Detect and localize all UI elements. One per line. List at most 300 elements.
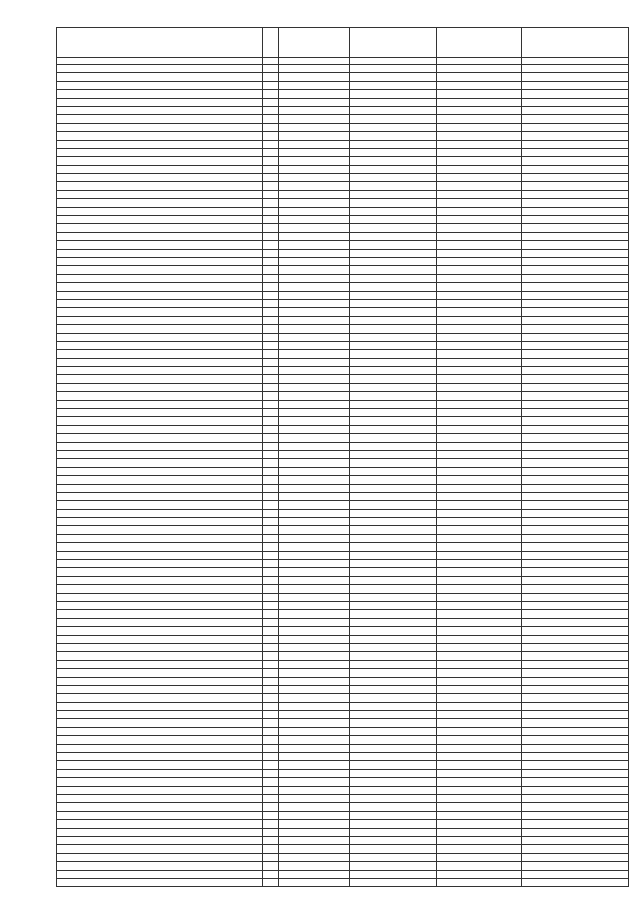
row-approved-amount-cell <box>350 132 437 140</box>
table-row <box>57 73 629 81</box>
row-line-code-cell <box>263 207 279 215</box>
row-executed-amount-cell <box>437 409 522 417</box>
row-approved-amount-cell <box>350 778 437 786</box>
row-line-code-cell <box>263 635 279 643</box>
row-line-code-cell <box>263 610 279 618</box>
row-approved-amount-cell <box>350 585 437 593</box>
table-row <box>57 870 629 878</box>
row-unexecuted-amount-cell <box>522 836 629 844</box>
row-executed-amount-cell <box>437 836 522 844</box>
row-approved-amount-cell <box>350 702 437 710</box>
row-executed-amount-cell <box>437 727 522 735</box>
row-line-code-cell <box>263 182 279 190</box>
row-budget-code-cell <box>279 803 350 811</box>
row-unexecuted-amount-cell <box>522 878 629 886</box>
row-name-cell <box>57 299 263 307</box>
row-approved-amount-cell <box>350 878 437 886</box>
row-approved-amount-cell <box>350 316 437 324</box>
row-line-code-cell <box>263 652 279 660</box>
row-unexecuted-amount-cell <box>522 618 629 626</box>
row-line-code-cell <box>263 585 279 593</box>
row-name-cell <box>57 308 263 316</box>
row-unexecuted-amount-cell <box>522 492 629 500</box>
row-line-code-cell <box>263 736 279 744</box>
row-executed-amount-cell <box>437 820 522 828</box>
table-row <box>57 157 629 165</box>
row-unexecuted-amount-cell <box>522 803 629 811</box>
row-line-code-cell <box>263 878 279 886</box>
row-name-cell <box>57 174 263 182</box>
row-line-code-cell <box>263 450 279 458</box>
row-name-cell <box>57 627 263 635</box>
row-budget-code-cell <box>279 719 350 727</box>
row-name-cell <box>57 476 263 484</box>
table-row <box>57 148 629 156</box>
row-approved-amount-cell <box>350 711 437 719</box>
row-budget-code-cell <box>279 333 350 341</box>
row-name-cell <box>57 828 263 836</box>
row-name-cell <box>57 727 263 735</box>
row-line-code-cell <box>263 467 279 475</box>
row-unexecuted-amount-cell <box>522 820 629 828</box>
row-executed-amount-cell <box>437 627 522 635</box>
row-line-code-cell <box>263 828 279 836</box>
row-name-cell <box>57 459 263 467</box>
row-unexecuted-amount-cell <box>522 794 629 802</box>
row-unexecuted-amount-cell <box>522 182 629 190</box>
row-budget-code-cell <box>279 291 350 299</box>
row-approved-amount-cell <box>350 216 437 224</box>
table-row <box>57 811 629 819</box>
row-line-code-cell <box>263 526 279 534</box>
row-line-code-cell <box>263 753 279 761</box>
table-row <box>57 216 629 224</box>
row-unexecuted-amount-cell <box>522 643 629 651</box>
row-line-code-cell <box>263 333 279 341</box>
row-executed-amount-cell <box>437 106 522 114</box>
row-approved-amount-cell <box>350 400 437 408</box>
row-budget-code-cell <box>279 794 350 802</box>
table-row <box>57 719 629 727</box>
row-approved-amount-cell <box>350 501 437 509</box>
row-executed-amount-cell <box>437 333 522 341</box>
row-unexecuted-amount-cell <box>522 232 629 240</box>
row-line-code-cell <box>263 65 279 73</box>
table-row <box>57 769 629 777</box>
table-row <box>57 643 629 651</box>
table-row <box>57 65 629 73</box>
row-unexecuted-amount-cell <box>522 853 629 861</box>
row-name-cell <box>57 341 263 349</box>
report-sheet <box>56 27 628 887</box>
row-executed-amount-cell <box>437 283 522 291</box>
table-row <box>57 828 629 836</box>
row-name-cell <box>57 518 263 526</box>
row-budget-code-cell <box>279 778 350 786</box>
table-row <box>57 761 629 769</box>
row-line-code-cell <box>263 383 279 391</box>
row-line-code-cell <box>263 232 279 240</box>
row-approved-amount-cell <box>350 652 437 660</box>
row-budget-code-cell <box>279 65 350 73</box>
row-approved-amount-cell <box>350 753 437 761</box>
row-unexecuted-amount-cell <box>522 106 629 114</box>
table-row <box>57 199 629 207</box>
row-budget-code-cell <box>279 400 350 408</box>
row-line-code-cell <box>263 501 279 509</box>
row-line-code-cell <box>263 115 279 123</box>
row-executed-amount-cell <box>437 811 522 819</box>
row-approved-amount-cell <box>350 803 437 811</box>
table-row <box>57 174 629 182</box>
row-executed-amount-cell <box>437 165 522 173</box>
row-budget-code-cell <box>279 602 350 610</box>
row-executed-amount-cell <box>437 123 522 131</box>
row-budget-code-cell <box>279 736 350 744</box>
row-unexecuted-amount-cell <box>522 383 629 391</box>
row-executed-amount-cell <box>437 610 522 618</box>
row-approved-amount-cell <box>350 685 437 693</box>
row-line-code-cell <box>263 576 279 584</box>
row-approved-amount-cell <box>350 643 437 651</box>
table-row <box>57 358 629 366</box>
row-budget-code-cell <box>279 98 350 106</box>
row-approved-amount-cell <box>350 123 437 131</box>
row-line-code-cell <box>263 283 279 291</box>
row-budget-code-cell <box>279 266 350 274</box>
row-budget-code-cell <box>279 492 350 500</box>
row-name-cell <box>57 501 263 509</box>
table-row <box>57 333 629 341</box>
row-unexecuted-amount-cell <box>522 459 629 467</box>
table-row <box>57 291 629 299</box>
table-row <box>57 753 629 761</box>
row-approved-amount-cell <box>350 425 437 433</box>
row-budget-code-cell <box>279 811 350 819</box>
row-line-code-cell <box>263 836 279 844</box>
row-executed-amount-cell <box>437 232 522 240</box>
row-executed-amount-cell <box>437 845 522 853</box>
row-executed-amount-cell <box>437 643 522 651</box>
row-approved-amount-cell <box>350 769 437 777</box>
row-name-cell <box>57 350 263 358</box>
row-approved-amount-cell <box>350 543 437 551</box>
row-executed-amount-cell <box>437 484 522 492</box>
row-budget-code-cell <box>279 350 350 358</box>
row-name-cell <box>57 526 263 534</box>
row-executed-amount-cell <box>437 442 522 450</box>
table-row <box>57 224 629 232</box>
row-executed-amount-cell <box>437 568 522 576</box>
row-budget-code-cell <box>279 593 350 601</box>
table-row <box>57 434 629 442</box>
row-line-code-cell <box>263 132 279 140</box>
row-unexecuted-amount-cell <box>522 434 629 442</box>
row-budget-code-cell <box>279 106 350 114</box>
table-row <box>57 484 629 492</box>
row-executed-amount-cell <box>437 383 522 391</box>
table-row <box>57 283 629 291</box>
row-executed-amount-cell <box>437 199 522 207</box>
table-row <box>57 660 629 668</box>
row-budget-code-cell <box>279 224 350 232</box>
table-row <box>57 98 629 106</box>
row-executed-amount-cell <box>437 400 522 408</box>
table-row <box>57 518 629 526</box>
row-unexecuted-amount-cell <box>522 174 629 182</box>
row-unexecuted-amount-cell <box>522 115 629 123</box>
row-approved-amount-cell <box>350 602 437 610</box>
row-approved-amount-cell <box>350 467 437 475</box>
row-name-cell <box>57 702 263 710</box>
row-line-code-cell <box>263 459 279 467</box>
row-name-cell <box>57 257 263 265</box>
row-approved-amount-cell <box>350 409 437 417</box>
row-name-cell <box>57 492 263 500</box>
row-line-code-cell <box>263 400 279 408</box>
row-budget-code-cell <box>279 694 350 702</box>
row-line-code-cell <box>263 509 279 517</box>
row-budget-code-cell <box>279 702 350 710</box>
row-executed-amount-cell <box>437 81 522 89</box>
row-line-code-cell <box>263 291 279 299</box>
row-budget-code-cell <box>279 585 350 593</box>
row-line-code-cell <box>263 677 279 685</box>
row-budget-code-cell <box>279 115 350 123</box>
row-approved-amount-cell <box>350 660 437 668</box>
column-number <box>57 58 263 65</box>
row-name-cell <box>57 593 263 601</box>
table-row <box>57 442 629 450</box>
row-budget-code-cell <box>279 81 350 89</box>
row-budget-code-cell <box>279 375 350 383</box>
row-line-code-cell <box>263 148 279 156</box>
row-executed-amount-cell <box>437 618 522 626</box>
row-unexecuted-amount-cell <box>522 241 629 249</box>
row-line-code-cell <box>263 224 279 232</box>
row-approved-amount-cell <box>350 106 437 114</box>
row-approved-amount-cell <box>350 568 437 576</box>
row-line-code-cell <box>263 174 279 182</box>
row-executed-amount-cell <box>437 719 522 727</box>
row-name-cell <box>57 333 263 341</box>
row-executed-amount-cell <box>437 450 522 458</box>
row-line-code-cell <box>263 794 279 802</box>
row-budget-code-cell <box>279 199 350 207</box>
row-unexecuted-amount-cell <box>522 593 629 601</box>
row-approved-amount-cell <box>350 576 437 584</box>
row-name-cell <box>57 509 263 517</box>
table-row <box>57 702 629 710</box>
row-executed-amount-cell <box>437 652 522 660</box>
row-approved-amount-cell <box>350 870 437 878</box>
row-name-cell <box>57 761 263 769</box>
row-unexecuted-amount-cell <box>522 316 629 324</box>
header-budget-code <box>279 28 350 58</box>
row-unexecuted-amount-cell <box>522 727 629 735</box>
row-executed-amount-cell <box>437 543 522 551</box>
row-unexecuted-amount-cell <box>522 501 629 509</box>
row-budget-code-cell <box>279 727 350 735</box>
row-name-cell <box>57 719 263 727</box>
row-executed-amount-cell <box>437 299 522 307</box>
column-number-row <box>57 58 629 65</box>
row-unexecuted-amount-cell <box>522 702 629 710</box>
row-line-code-cell <box>263 442 279 450</box>
row-executed-amount-cell <box>437 702 522 710</box>
row-executed-amount-cell <box>437 602 522 610</box>
row-executed-amount-cell <box>437 786 522 794</box>
column-number <box>522 58 629 65</box>
row-unexecuted-amount-cell <box>522 669 629 677</box>
row-budget-code-cell <box>279 501 350 509</box>
row-name-cell <box>57 660 263 668</box>
row-budget-code-cell <box>279 417 350 425</box>
row-executed-amount-cell <box>437 576 522 584</box>
row-unexecuted-amount-cell <box>522 685 629 693</box>
row-name-cell <box>57 232 263 240</box>
row-unexecuted-amount-cell <box>522 274 629 282</box>
row-name-cell <box>57 534 263 542</box>
row-line-code-cell <box>263 358 279 366</box>
row-name-cell <box>57 157 263 165</box>
table-row <box>57 425 629 433</box>
row-budget-code-cell <box>279 140 350 148</box>
row-unexecuted-amount-cell <box>522 576 629 584</box>
row-budget-code-cell <box>279 190 350 198</box>
table-row <box>57 182 629 190</box>
row-budget-code-cell <box>279 434 350 442</box>
row-approved-amount-cell <box>350 165 437 173</box>
row-approved-amount-cell <box>350 518 437 526</box>
table-row <box>57 778 629 786</box>
row-unexecuted-amount-cell <box>522 409 629 417</box>
row-unexecuted-amount-cell <box>522 518 629 526</box>
row-budget-code-cell <box>279 274 350 282</box>
row-unexecuted-amount-cell <box>522 736 629 744</box>
row-unexecuted-amount-cell <box>522 870 629 878</box>
row-line-code-cell <box>263 778 279 786</box>
row-approved-amount-cell <box>350 635 437 643</box>
row-executed-amount-cell <box>437 367 522 375</box>
row-line-code-cell <box>263 853 279 861</box>
row-approved-amount-cell <box>350 593 437 601</box>
table-row <box>57 299 629 307</box>
row-budget-code-cell <box>279 518 350 526</box>
row-unexecuted-amount-cell <box>522 257 629 265</box>
column-number <box>437 58 522 65</box>
row-approved-amount-cell <box>350 845 437 853</box>
row-unexecuted-amount-cell <box>522 442 629 450</box>
row-unexecuted-amount-cell <box>522 467 629 475</box>
row-name-cell <box>57 576 263 584</box>
row-executed-amount-cell <box>437 769 522 777</box>
table-row <box>57 610 629 618</box>
row-budget-code-cell <box>279 383 350 391</box>
row-executed-amount-cell <box>437 660 522 668</box>
table-row <box>57 249 629 257</box>
row-budget-code-cell <box>279 828 350 836</box>
row-budget-code-cell <box>279 744 350 752</box>
row-line-code-cell <box>263 199 279 207</box>
row-approved-amount-cell <box>350 266 437 274</box>
table-row <box>57 744 629 752</box>
row-approved-amount-cell <box>350 291 437 299</box>
row-budget-code-cell <box>279 174 350 182</box>
row-unexecuted-amount-cell <box>522 677 629 685</box>
row-approved-amount-cell <box>350 283 437 291</box>
row-name-cell <box>57 736 263 744</box>
row-line-code-cell <box>263 157 279 165</box>
row-name-cell <box>57 367 263 375</box>
row-executed-amount-cell <box>437 308 522 316</box>
table-row <box>57 560 629 568</box>
row-budget-code-cell <box>279 182 350 190</box>
row-executed-amount-cell <box>437 803 522 811</box>
row-approved-amount-cell <box>350 853 437 861</box>
header-name <box>57 28 263 58</box>
row-budget-code-cell <box>279 148 350 156</box>
table-row <box>57 90 629 98</box>
row-executed-amount-cell <box>437 778 522 786</box>
row-budget-code-cell <box>279 425 350 433</box>
row-name-cell <box>57 165 263 173</box>
row-line-code-cell <box>263 669 279 677</box>
header-line-code <box>263 28 279 58</box>
row-executed-amount-cell <box>437 685 522 693</box>
table-header-row <box>57 28 629 58</box>
table-row <box>57 836 629 844</box>
row-line-code-cell <box>263 299 279 307</box>
row-budget-code-cell <box>279 786 350 794</box>
row-approved-amount-cell <box>350 794 437 802</box>
row-approved-amount-cell <box>350 199 437 207</box>
row-unexecuted-amount-cell <box>522 476 629 484</box>
row-name-cell <box>57 400 263 408</box>
row-line-code-cell <box>263 190 279 198</box>
row-approved-amount-cell <box>350 308 437 316</box>
row-name-cell <box>57 190 263 198</box>
table-row <box>57 585 629 593</box>
row-budget-code-cell <box>279 769 350 777</box>
row-budget-code-cell <box>279 669 350 677</box>
row-executed-amount-cell <box>437 551 522 559</box>
row-executed-amount-cell <box>437 492 522 500</box>
row-name-cell <box>57 669 263 677</box>
row-executed-amount-cell <box>437 358 522 366</box>
row-approved-amount-cell <box>350 627 437 635</box>
row-budget-code-cell <box>279 862 350 870</box>
row-line-code-cell <box>263 392 279 400</box>
row-approved-amount-cell <box>350 325 437 333</box>
row-approved-amount-cell <box>350 786 437 794</box>
row-name-cell <box>57 417 263 425</box>
row-budget-code-cell <box>279 450 350 458</box>
row-line-code-cell <box>263 593 279 601</box>
row-approved-amount-cell <box>350 828 437 836</box>
row-executed-amount-cell <box>437 375 522 383</box>
table-row <box>57 400 629 408</box>
table-row <box>57 501 629 509</box>
table-row <box>57 593 629 601</box>
row-approved-amount-cell <box>350 560 437 568</box>
row-executed-amount-cell <box>437 794 522 802</box>
table-row <box>57 878 629 886</box>
row-name-cell <box>57 450 263 458</box>
row-unexecuted-amount-cell <box>522 560 629 568</box>
row-budget-code-cell <box>279 560 350 568</box>
row-name-cell <box>57 316 263 324</box>
